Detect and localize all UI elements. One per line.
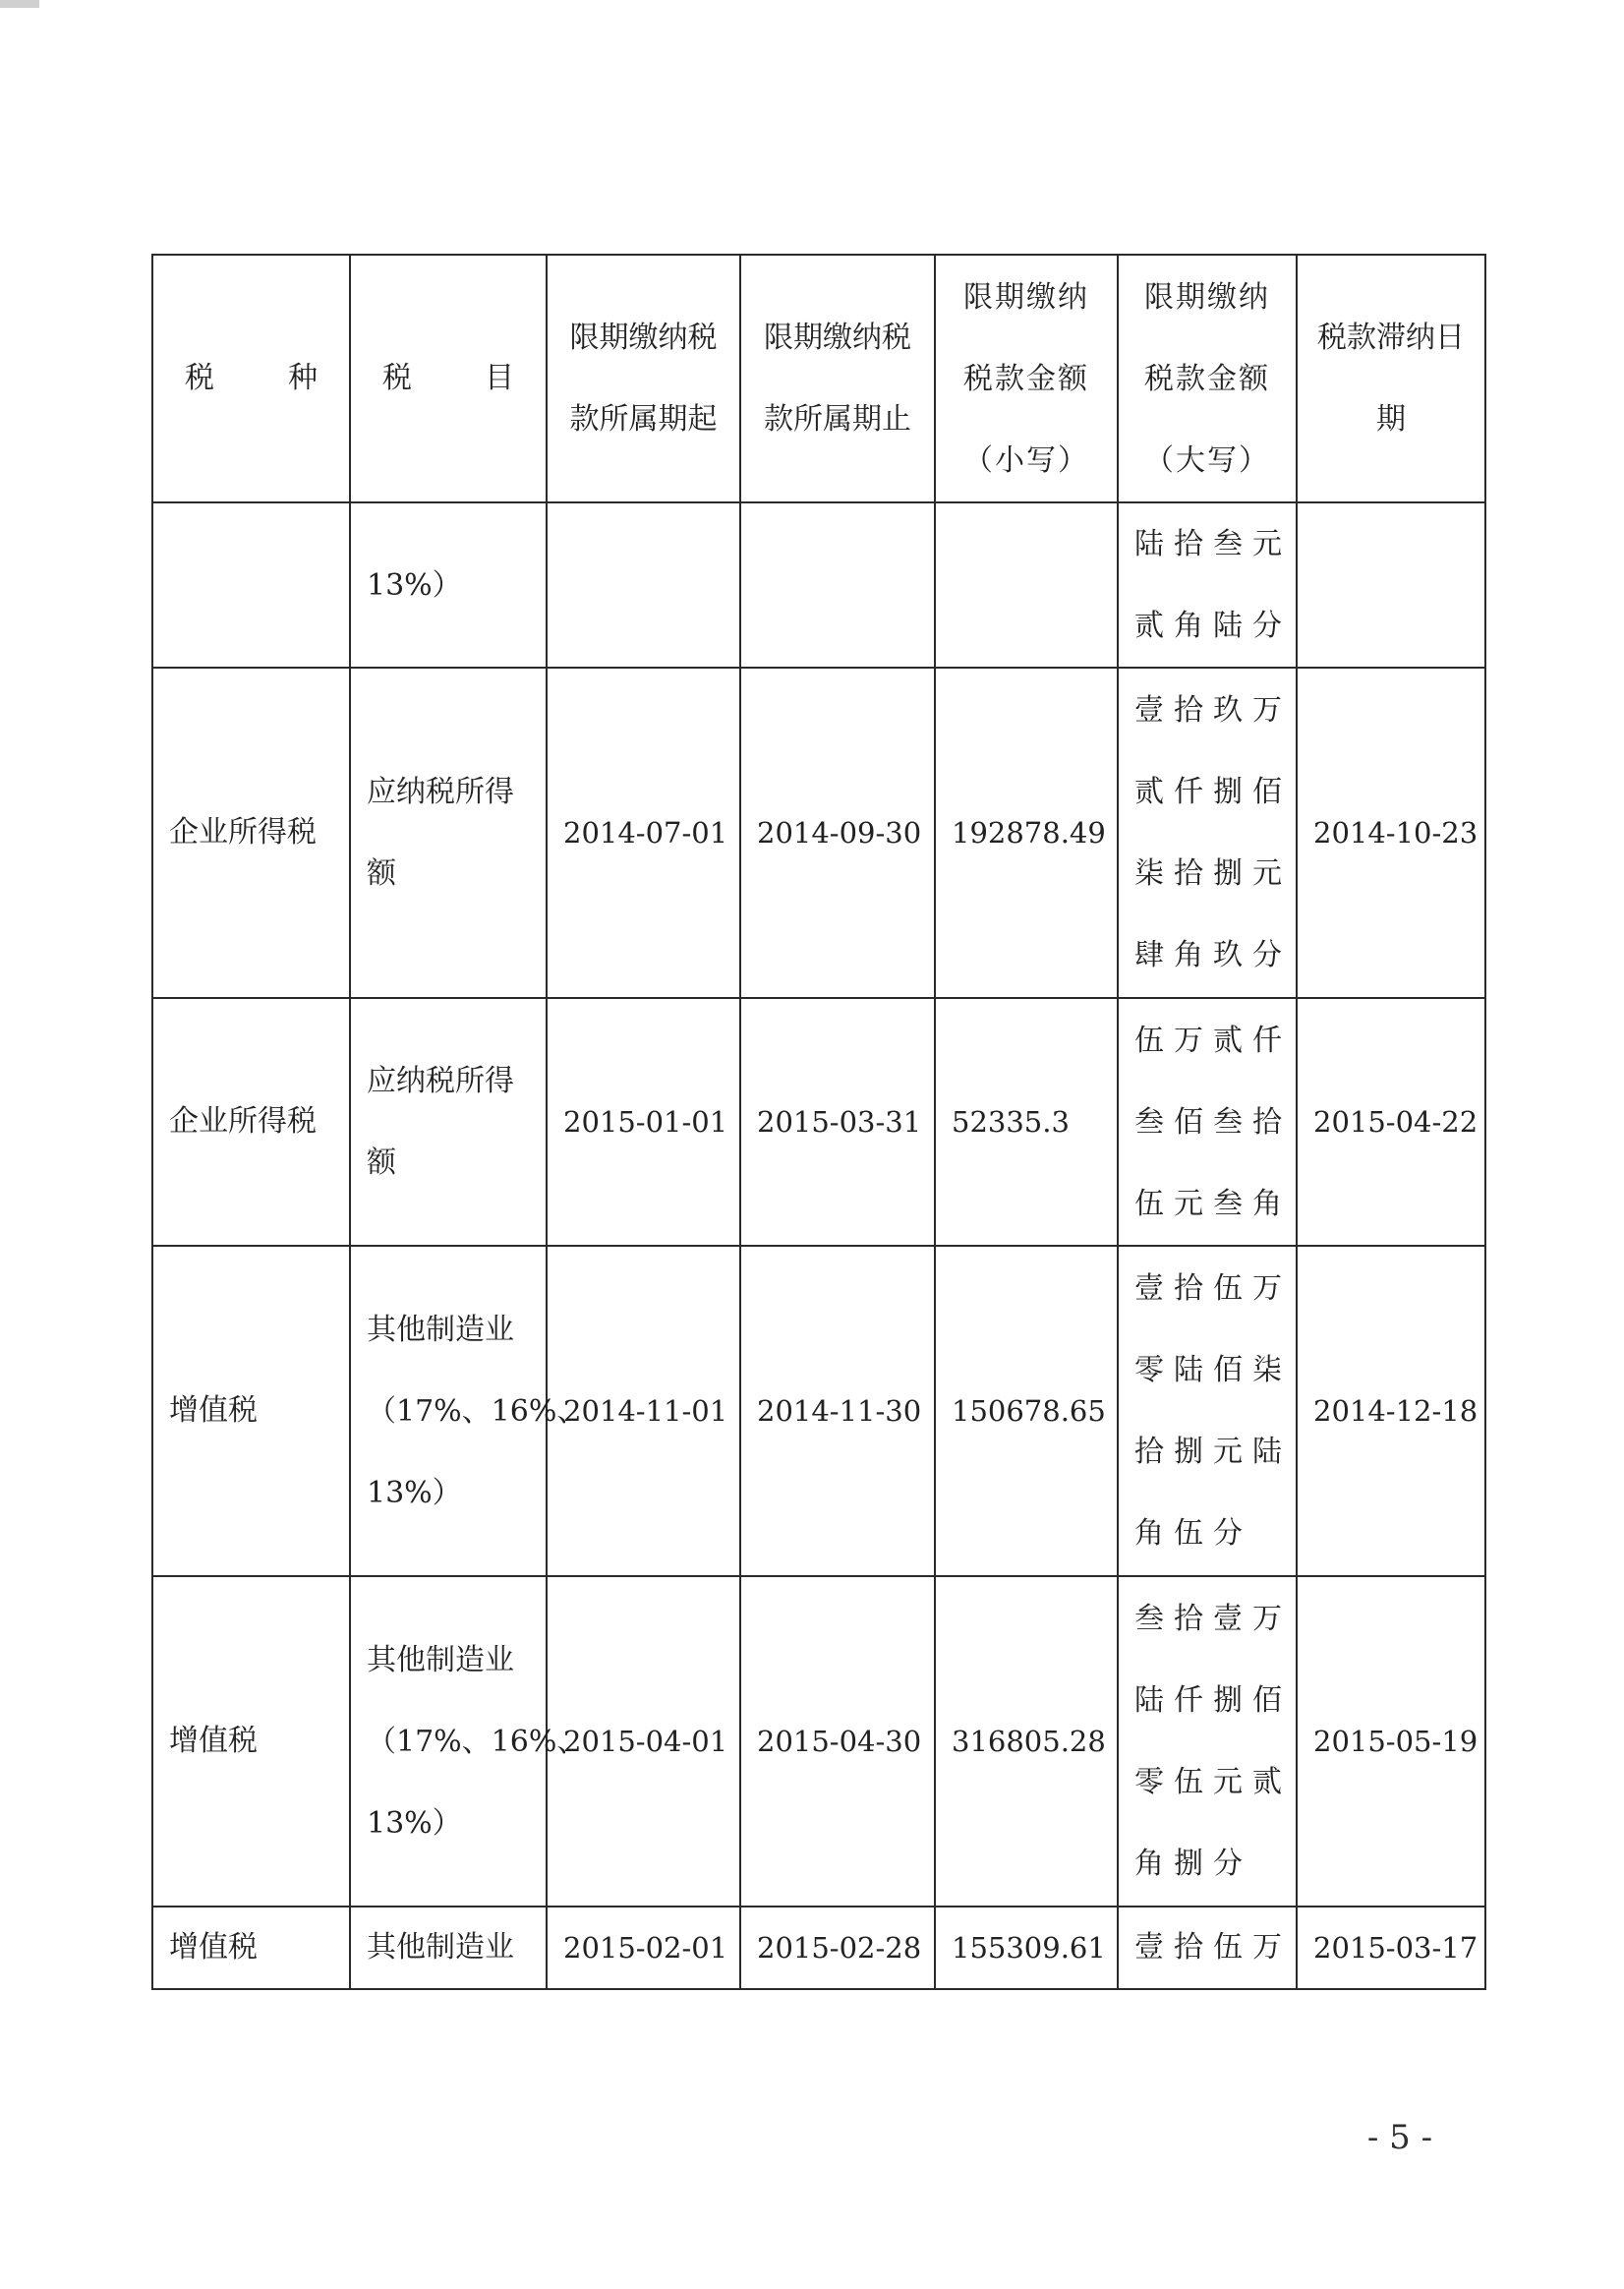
table-header-row xyxy=(152,255,1485,502)
amount-lowercase-cell: 52335.3 xyxy=(935,998,1118,1246)
table-row xyxy=(152,668,1485,998)
amount-capital-cell: 伍万贰仟 叁佰叁拾 伍元叁角 xyxy=(1118,998,1297,1246)
tax-type-cell xyxy=(152,502,350,668)
overdue-date-cell: 2014-10-23 xyxy=(1297,668,1485,998)
overdue-date-cell: 2015-05-19 xyxy=(1297,1576,1485,1907)
header-overdue-date: 税款滞纳日 期 xyxy=(1297,255,1485,502)
period-start-cell: 2015-02-01 xyxy=(547,1907,740,1989)
period-start-cell: 2014-07-01 xyxy=(547,668,740,998)
header-amount-lowercase: 限期缴纳 税款金额 （小写） xyxy=(935,255,1118,502)
overdue-date-cell: 2015-04-22 xyxy=(1297,998,1485,1246)
amount-capital-cell: 陆拾叁元 贰角陆分 xyxy=(1118,502,1297,668)
header-period-start: 限期缴纳税 款所属期起 xyxy=(547,255,740,502)
amount-lowercase-cell: 192878.49 xyxy=(935,668,1118,998)
tax-type-cell: 企业所得税 xyxy=(152,668,350,998)
page-number: - 5 - xyxy=(1366,2118,1433,2157)
table-row xyxy=(152,998,1485,1246)
amount-capital-cell: 壹拾伍万 xyxy=(1118,1907,1297,1989)
period-end-cell: 2015-04-30 xyxy=(740,1576,935,1907)
amount-capital-cell: 叁拾壹万 陆仟捌佰 零伍元贰 角捌分 xyxy=(1118,1576,1297,1907)
tax-type-cell: 增值税 xyxy=(152,1907,350,1989)
amount-capital-cell: 壹拾伍万 零陆佰柒 拾捌元陆 角伍分 xyxy=(1118,1246,1297,1576)
period-start-cell: 2015-01-01 xyxy=(547,998,740,1246)
table-row xyxy=(152,1576,1485,1907)
overdue-date-cell xyxy=(1297,502,1485,668)
overdue-date-cell: 2015-03-17 xyxy=(1297,1907,1485,1989)
period-start-cell: 2014-11-01 xyxy=(547,1246,740,1576)
header-period-end: 限期缴纳税 款所属期止 xyxy=(740,255,935,502)
table-row xyxy=(152,1907,1485,1989)
tax-item-cell: 其他制造业 （17%、16%、 13%） xyxy=(350,1246,547,1576)
amount-capital-cell: 壹拾玖万 贰仟捌佰 柒拾捌元 肆角玖分 xyxy=(1118,668,1297,998)
table-row xyxy=(152,502,1485,668)
period-end-cell: 2015-02-28 xyxy=(740,1907,935,1989)
period-start-cell: 2015-04-01 xyxy=(547,1576,740,1907)
header-amount-capital: 限期缴纳 税款金额 （大写） xyxy=(1118,255,1297,502)
amount-lowercase-cell: 155309.61 xyxy=(935,1907,1118,1989)
scan-edge-mark xyxy=(0,0,39,8)
amount-lowercase-cell xyxy=(935,502,1118,668)
overdue-date-cell: 2014-12-18 xyxy=(1297,1246,1485,1576)
tax-type-cell: 增值税 xyxy=(152,1576,350,1907)
tax-item-cell: 其他制造业 （17%、16%、 13%） xyxy=(350,1576,547,1907)
tax-type-cell: 增值税 xyxy=(152,1246,350,1576)
period-end-cell: 2014-09-30 xyxy=(740,668,935,998)
tax-item-cell: 应纳税所得 额 xyxy=(350,668,547,998)
table-row xyxy=(152,1246,1485,1576)
amount-lowercase-cell: 150678.65 xyxy=(935,1246,1118,1576)
tax-item-cell: 应纳税所得 额 xyxy=(350,998,547,1246)
tax-overdue-table xyxy=(151,254,1486,1990)
period-start-cell xyxy=(547,502,740,668)
period-end-cell xyxy=(740,502,935,668)
amount-lowercase-cell: 316805.28 xyxy=(935,1576,1118,1907)
tax-item-cell: 13%） xyxy=(350,502,547,668)
tax-type-cell: 企业所得税 xyxy=(152,998,350,1246)
period-end-cell: 2014-11-30 xyxy=(740,1246,935,1576)
header-tax-type: 税 种 xyxy=(152,255,350,502)
period-end-cell: 2015-03-31 xyxy=(740,998,935,1246)
header-tax-item: 税 目 xyxy=(350,255,547,502)
tax-item-cell: 其他制造业 xyxy=(350,1907,547,1989)
